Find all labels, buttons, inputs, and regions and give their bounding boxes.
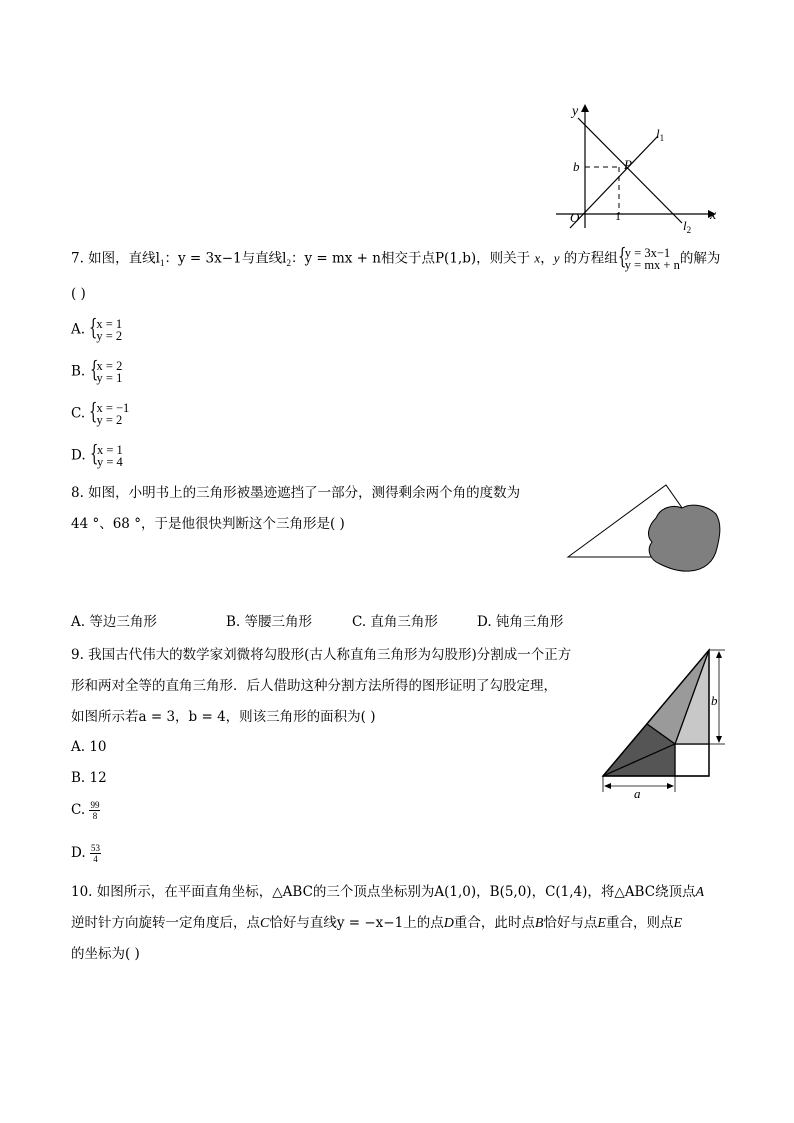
q9-stem-line3: 如图所示若a = 3，b = 4，则该三角形的面积为( ) <box>71 709 376 725</box>
q7-stem: 7. 如图，直线$l_1$：y = 3x−1与直线$l_2$：y = mx + n相交于点P(1,b)，则关于 x，y 的方程组 { y = 3x−1 y = mx + n 的解为 <box>71 245 721 272</box>
q10-stem-line1: 10. 如图所示，在平面直角坐标，△ABC的三个顶点坐标别为A(1,0)，B(5,0)，C(1,4)，将△ABC绕顶点A <box>71 884 705 900</box>
q8-stem-line1: 8. 如图，小明书上的三角形被墨迹遮挡了一部分，测得剩余两个角的度数为 <box>71 485 521 501</box>
q8-option-d[interactable]: D. 钝角三角形 <box>477 614 564 630</box>
q9-stem-line2: 形和两对全等的直角三角形．后人借助这种分割方法所得的图形证明了勾股定理， <box>71 678 557 694</box>
q9-stem-line1: 9. 我国古代伟大的数学家刘微将勾股形(古人称直角三角形为勾股形)分割成一个正方 <box>71 647 572 663</box>
q9-dim-a-arrow-left <box>604 783 611 789</box>
y-axis-label: y <box>572 104 579 119</box>
q9-dim-a-arrow-right <box>667 783 674 789</box>
l1-label: $l_1$ <box>656 126 665 143</box>
q9-liuhui-figure <box>595 642 735 802</box>
q9-dim-b-arrow-top <box>716 651 722 658</box>
q9-option-a[interactable]: A. 10 <box>71 739 107 755</box>
q7-answer-paren: ( ) <box>71 286 86 302</box>
q7-option-c[interactable]: C. { x = −1 y = 2 <box>71 400 130 427</box>
q8-ink-blot <box>649 505 720 571</box>
q8-option-a[interactable]: A. 等边三角形 <box>71 614 157 630</box>
b-label: b <box>573 159 580 174</box>
q7-equation-system: { y = 3x−1 y = mx + n <box>617 245 680 272</box>
one-label: 1 <box>615 209 621 223</box>
p-label: P <box>624 157 632 172</box>
q9-option-c[interactable]: C. $\frac{99}{8}$ <box>71 800 100 821</box>
y-axis-arrow <box>581 104 589 112</box>
q9-option-d[interactable]: D. $\frac{53}{4}$ <box>71 843 100 864</box>
q8-triangle-figure <box>560 478 730 578</box>
x-axis-label: x <box>710 208 717 223</box>
q9-a-label: a <box>634 786 641 801</box>
q8-stem-line2: 44 °、68 °，于是他很快判断这个三角形是( ) <box>71 516 345 532</box>
q10-stem-line3: 的坐标为( ) <box>71 946 140 962</box>
q7-option-a[interactable]: A. { x = 1 y = 2 <box>71 316 123 343</box>
q7-option-d[interactable]: D. { x = 1 y = 4 <box>71 442 123 469</box>
q8-option-c[interactable]: C. 直角三角形 <box>352 614 438 630</box>
q9-b-label: b <box>711 693 718 708</box>
q7-coordinate-graph <box>548 98 728 238</box>
q7-option-b[interactable]: B. { x = 2 y = 1 <box>71 358 123 385</box>
origin-label: O <box>570 210 580 225</box>
q9-dim-b-arrow-bottom <box>716 736 722 743</box>
q9-option-b[interactable]: B. 12 <box>71 770 107 786</box>
q8-option-b[interactable]: B. 等腰三角形 <box>226 614 313 630</box>
q9-square <box>675 744 709 776</box>
q10-stem-line2: 逆时针方向旋转一定角度后，点C恰好与直线y = −x−1上的点D重合，此时点B恰好与点E重合，则点E <box>71 915 683 931</box>
l2-label: $l_2$ <box>683 218 692 235</box>
